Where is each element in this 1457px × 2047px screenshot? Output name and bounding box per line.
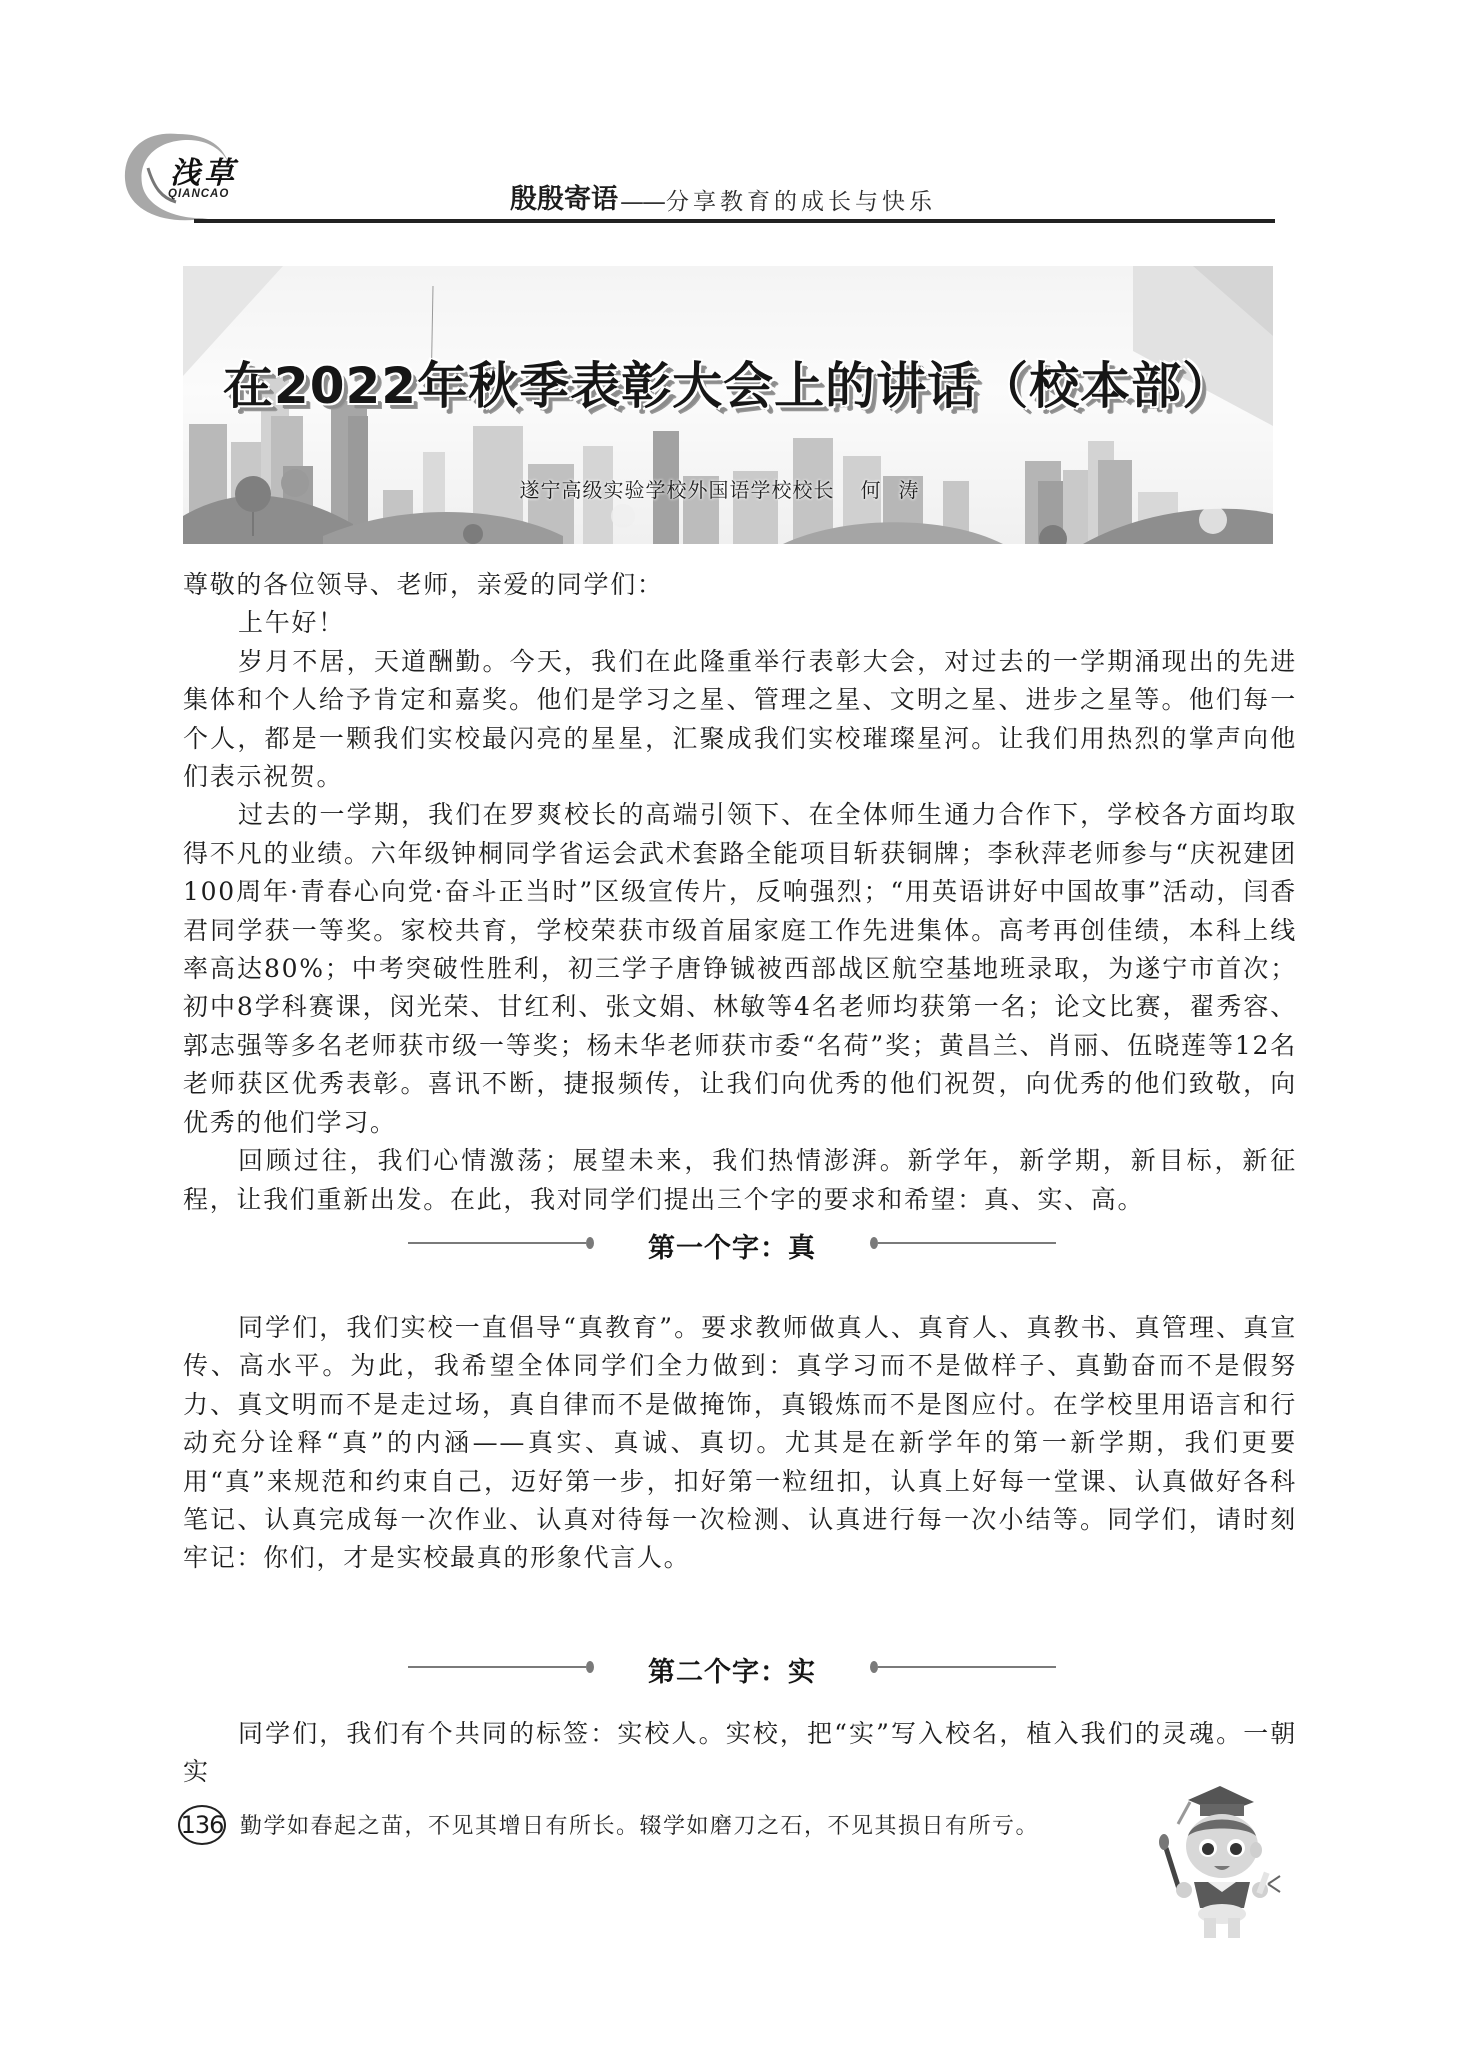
body-paragraph: 过去的一学期，我们在罗爽校长的高端引领下、在全体师生通力合作下，学校各方面均取得不凡的业绩。六年级钟桐同学省运会武术套路全能项目斩获铜牌；李秋萍老师参与“庆祝建团100周年·青春心向党·奋斗正当时”区级宣传片，反响强烈；“用英语讲好中国故事”活动，闫香君同学获一等奖。家校共育，学校荣获市级首届家庭工作先进集体。高考再创佳绩，本科上线率高达80%；中考突破性胜利，初三学子唐铮铖被西部战区航空基地班录取，为遂宁市首次；初中8学科赛课，闵光荣、甘红利、张文娟、林敏等4名老师均获第一名；论文比赛，翟秀容、郭志强等多名老师获市级一等奖；杨未华老师获市委“名荷”奖；黄昌兰、肖丽、伍晓莲等12名老师获区优秀表彰。喜讯不断，捷报频传，让我们向优秀的他们祝贺，向优秀的他们致敬，向优秀的他们学习。 [183,800,1297,1137]
graduate-mascot-icon [1150,1780,1300,1950]
body-paragraph: 同学们，我们实校一直倡导“真教育”。要求教师做真人、真育人、真教书、真管理、真宣传、高水平。为此，我希望全体同学们全力做到：真学习而不是做样子、真勤奋而不是假努力、真文明而不是走过场，真自律而不是做掩饰，真锻炼而不是图应付。在学校里用语言和行动充分诠释“真”的内涵——真实、真诚、真切。尤其是在新学年的第一新学期，我们更要用“真”来规范和约束自己，迈好第一步，扣好第一粒纽扣，认真上好每一堂课、认真做好各科笔记、认真完成每一次作业、认真对待每一次检测、认真进行每一次小结等。同学们，请时刻牢记：你们，才是实校最真的形象代言人。 [183,1313,1297,1573]
author-name: 何涛 [860,478,937,502]
column-subtitle: 分享教育的成长与快乐 [666,189,936,215]
section-heading-1 [408,1226,1056,1264]
section-2-text [183,1715,1297,1792]
body-paragraph: 同学们，我们有个共同的标签：实校人。实校，把“实”写入校名，植入我们的灵魂。一朝实 [183,1719,1297,1787]
heading-dot-right-icon [870,1661,878,1673]
author-role: 遂宁高级实验学校外国语学校校长 [519,478,835,502]
logo-english-text: QIANCAO [168,188,230,200]
page-number: 136 [178,1805,226,1845]
column-name: 殷殷寄语 [510,184,618,215]
article-byline [183,474,1273,503]
column-header [510,182,936,216]
article-title: 在2022年秋季表彰大会上的讲话（校本部） [222,357,1234,415]
section-1-text [183,1309,1297,1578]
column-dash: —— [620,188,664,216]
footer-motto: 勤学如春起之苗，不见其增日有所长。辍学如磨刀之石，不见其损日有所亏。 [240,1814,1040,1839]
heading-dot-right-icon [870,1237,878,1249]
section-heading-text: 第二个字：实 [648,1657,816,1688]
intro-text [183,566,1297,1219]
section-heading-text: 第一个字：真 [648,1233,816,1264]
logo-chinese-text: 浅草 [170,156,238,191]
section-heading-2 [408,1650,1056,1688]
body-paragraph: 岁月不居，天道酬勤。今天，我们在此隆重举行表彰大会，对过去的一学期涌现出的先进集体和个人给予肯定和嘉奖。他们是学习之星、管理之星、文明之星、进步之星等。他们每一个人，都是一颗我们实校最闪亮的星星，汇聚成我们实校璀璨星河。让我们用热烈的掌声向他们表示祝贺。 [183,646,1297,792]
header-rule [194,219,1275,223]
salutation: 尊敬的各位领导、老师，亲爱的同学们： [183,570,664,599]
greeting: 上午好！ [238,608,345,638]
heading-rule-right [878,1666,1056,1668]
heading-rule-right [878,1242,1056,1244]
body-paragraph: 回顾过往，我们心情激荡；展望未来，我们热情澎湃。新学年，新学期，新目标，新征程，让我们重新出发。在此，我对同学们提出三个字的要求和希望：真、实、高。 [183,1146,1297,1214]
title-banner [183,266,1273,544]
magazine-logo [118,128,268,224]
